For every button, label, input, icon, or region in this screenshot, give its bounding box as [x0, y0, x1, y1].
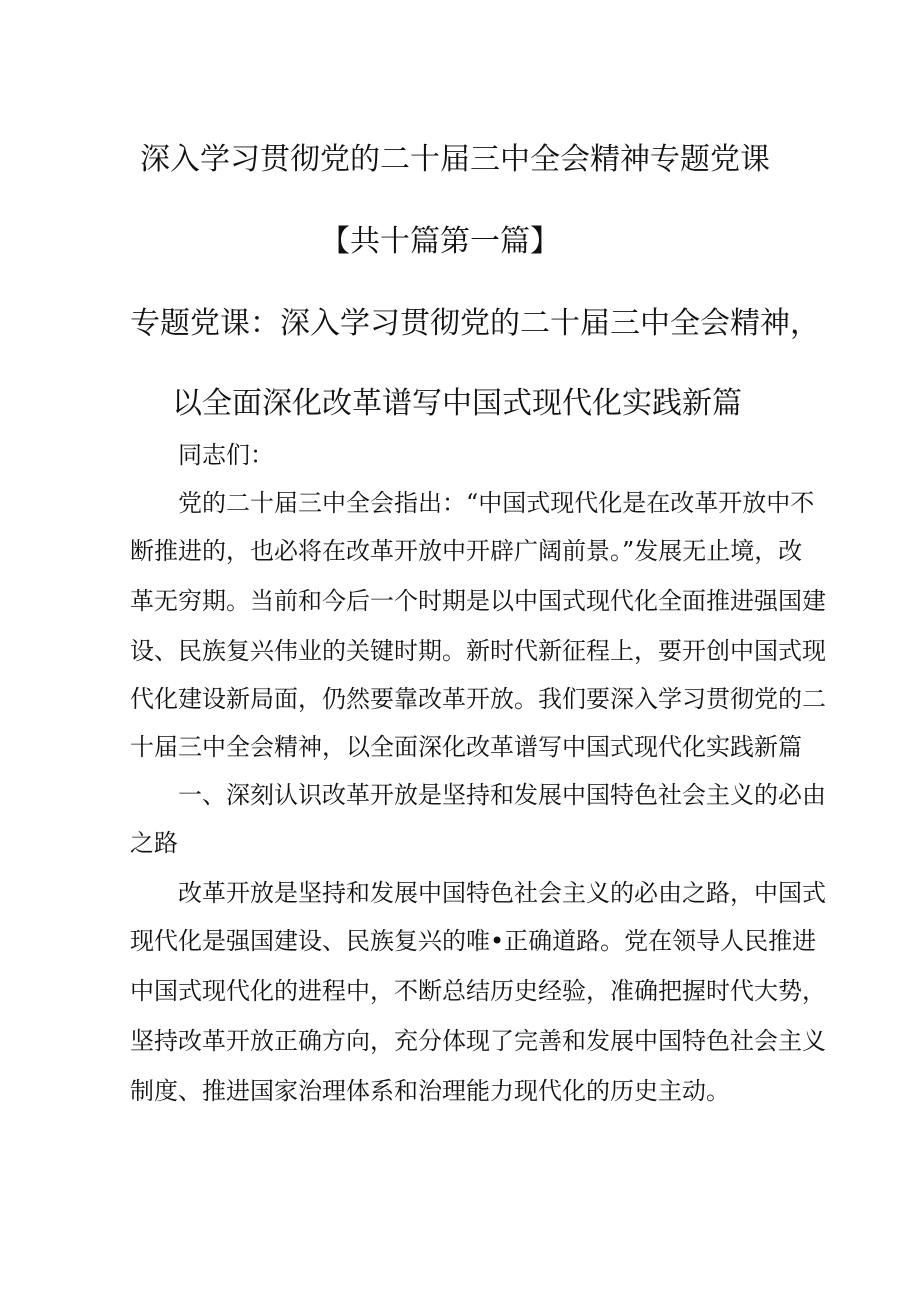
paragraph-1-line: 设、民族复兴伟业的关键时期。新时代新征程上，要开创中国式现 — [130, 637, 826, 665]
paragraph-2-line: 坚持改革开放正确方向，充分体现了完善和发展中国特色社会主义 — [130, 1027, 826, 1055]
paragraph-2-line: 制度、推进国家治理体系和治理能力现代化的历史主动。 — [130, 1077, 730, 1105]
paragraph-1-line: 党的二十届三中全会指出：“中国式现代化是在改革开放中不 — [178, 489, 815, 517]
paragraph-1-line: 十届三中全会精神，以全面深化改革谱写中国式现代化实践新篇 — [130, 733, 802, 761]
salutation: 同志们： — [178, 441, 274, 469]
section-1-heading-line: 一、深刻认识改革开放是坚持和发展中国特色社会主义的必由 — [178, 781, 826, 809]
document-title: 深入学习贯彻党的二十届三中全会精神专题党课 — [140, 142, 770, 177]
paragraph-2-line: 现代化是强国建设、民族复兴的唯•正确道路。党在领导人民推进 — [130, 927, 817, 955]
document-subtitle: 【共十篇第一篇】 — [320, 224, 560, 259]
section-1-heading-line: 之路 — [130, 829, 178, 857]
lecture-title-line-1: 专题党课：深入学习贯彻党的二十届三中全会精神， — [130, 306, 820, 341]
paragraph-1-line: 代化建设新局面，仍然要靠改革开放。我们要深入学习贯彻党的二 — [130, 685, 826, 713]
paragraph-2-line: 中国式现代化的进程中，不断总结历史经验，准确把握时代大势， — [130, 977, 826, 1005]
paragraph-1-line: 革无穷期。当前和今后一个时期是以中国式现代化全面推进强国建 — [130, 587, 826, 615]
paragraph-1-line: 断推进的，也必将在改革开放中开辟广阔前景。”发展无止境，改 — [130, 537, 803, 565]
lecture-title-line-2: 以全面深化改革谱写中国式现代化实践新篇 — [172, 386, 742, 421]
paragraph-2-line: 改革开放是坚持和发展中国特色社会主义的必由之路，中国式 — [178, 879, 826, 907]
